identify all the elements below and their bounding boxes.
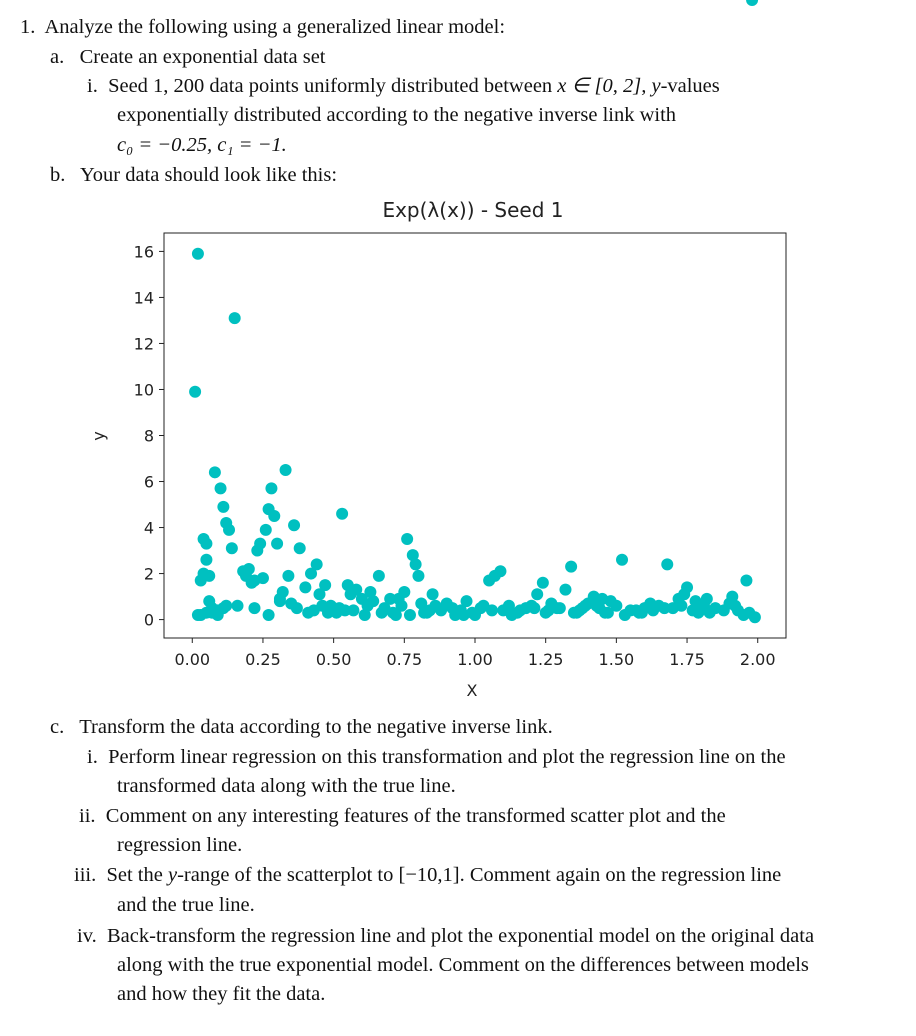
x-tick-label: 1.75: [669, 650, 705, 669]
data-point: [206, 602, 218, 614]
part-c-item-4-line-3: and how they fit the data.: [117, 983, 326, 1005]
data-point: [198, 568, 210, 580]
data-point: [248, 574, 260, 586]
data-point: [593, 602, 605, 614]
data-point: [285, 597, 297, 609]
data-point: [545, 597, 557, 609]
part-c-item-4-line-1: [77, 922, 814, 950]
data-point: [195, 574, 207, 586]
data-point: [364, 586, 376, 598]
data-point: [574, 604, 586, 616]
x-axis: [174, 638, 775, 669]
data-point: [675, 600, 687, 612]
y-tick-label: 12: [133, 334, 154, 354]
data-point: [625, 604, 637, 616]
data-point: [732, 604, 744, 616]
data-point: [294, 542, 306, 554]
data-point: [565, 561, 577, 573]
data-point: [526, 600, 538, 612]
data-point: [543, 604, 555, 616]
data-point: [658, 602, 670, 614]
data-point: [678, 588, 690, 600]
data-point: [692, 607, 704, 619]
data-point: [483, 574, 495, 586]
data-point: [305, 568, 317, 580]
data-point: [226, 542, 238, 554]
data-point: [701, 593, 713, 605]
data-point: [407, 549, 419, 561]
data-point: [494, 565, 506, 577]
plot-frame: [164, 233, 786, 638]
data-point: [308, 604, 320, 616]
x-axis-label: X: [466, 681, 478, 700]
data-point: [251, 545, 263, 557]
part-a-text: Create an exponential data set: [79, 46, 326, 68]
data-point: [718, 604, 730, 616]
data-point: [647, 604, 659, 616]
y-tick-label: 16: [133, 242, 154, 262]
data-point: [401, 533, 413, 545]
data-point: [217, 602, 229, 614]
data-point: [189, 386, 201, 398]
y-axis-label: y: [89, 431, 108, 441]
part-c-item-1-line-2: transformed data along with the true line.: [117, 775, 456, 797]
data-point: [282, 570, 294, 582]
data-point: [203, 595, 215, 607]
data-point: [514, 604, 526, 616]
part-b-label: b.: [50, 164, 66, 186]
data-point: [265, 482, 277, 494]
y-tick-label: 8: [143, 426, 154, 446]
data-point: [441, 597, 453, 609]
data-point: [376, 607, 388, 619]
data-point: [350, 584, 362, 596]
part-a-item-math: x ∈ [0, 2], y: [557, 75, 661, 97]
part-c-item-1-line-1: [87, 743, 786, 771]
data-point: [588, 591, 600, 603]
data-point: [475, 602, 487, 614]
y-tick-label: 10: [133, 380, 154, 400]
data-point: [591, 600, 603, 612]
data-point: [215, 482, 227, 494]
data-point: [192, 248, 204, 260]
data-point: [743, 607, 755, 619]
data-point: [333, 602, 345, 614]
data-point: [723, 597, 735, 609]
part-a-item-text-end: -values: [660, 75, 720, 97]
part-a-item-label: i.: [87, 75, 98, 97]
data-point: [325, 600, 337, 612]
data-point: [559, 584, 571, 596]
data-point: [571, 607, 583, 619]
data-point: [596, 593, 608, 605]
data-point: [599, 607, 611, 619]
part-c-item-3-text: Set the: [106, 864, 168, 886]
x-tick-label: 0.00: [174, 650, 211, 669]
data-point: [274, 593, 286, 605]
data-point: [687, 604, 699, 616]
data-point: [291, 602, 303, 614]
data-point: [489, 570, 501, 582]
y-axis: [134, 242, 164, 629]
data-point: [268, 510, 280, 522]
data-point: [738, 609, 750, 621]
data-point: [554, 602, 566, 614]
part-a-item-1-line-3: c₀ = −0.25, c₁ = −1.: [117, 134, 287, 156]
data-point: [271, 538, 283, 550]
data-point: [260, 524, 272, 536]
data-point: [709, 602, 721, 614]
data-point: [497, 604, 509, 616]
data-point: [644, 597, 656, 609]
data-point: [619, 609, 631, 621]
part-c-item-4-text: Back-transform the regression line and plot the exponential model on the original data: [107, 925, 815, 947]
data-point: [486, 604, 498, 616]
data-point: [217, 501, 229, 513]
data-point: [330, 607, 342, 619]
data-point: [616, 554, 628, 566]
data-point: [520, 602, 532, 614]
data-point: [582, 597, 594, 609]
part-c-item-3-line-2: and the true line.: [117, 894, 255, 916]
data-point: [551, 602, 563, 614]
data-point: [342, 579, 354, 591]
x-tick-label: 0.75: [386, 650, 423, 669]
y-tick-label: 4: [143, 518, 154, 538]
x-tick-label: 1.00: [457, 650, 493, 669]
y-tick-label: 0: [143, 610, 154, 630]
data-point: [373, 570, 385, 582]
data-point: [390, 609, 402, 621]
data-point: [384, 593, 396, 605]
data-point: [661, 558, 673, 570]
part-c: [50, 713, 553, 741]
data-point: [263, 609, 275, 621]
chart-title: Exp(λ(x)) - Seed 1: [382, 198, 564, 222]
data-point: [203, 570, 215, 582]
data-point: [461, 595, 473, 607]
data-point: [229, 312, 241, 324]
data-point: [429, 600, 441, 612]
part-c-item-1-text: Perform linear regression on this transformation and plot the regression line on the: [108, 746, 786, 768]
data-point: [274, 595, 286, 607]
data-point: [398, 586, 410, 598]
data-point: [636, 607, 648, 619]
data-point: [220, 517, 232, 529]
data-point: [466, 607, 478, 619]
problem-heading: [20, 13, 505, 41]
x-tick-label: 1.25: [527, 650, 564, 669]
data-point: [726, 591, 738, 603]
data-point: [418, 607, 430, 619]
data-point: [232, 600, 244, 612]
x-tick-label: 0.50: [315, 650, 352, 669]
part-a-label: a.: [50, 46, 65, 68]
x-tick-label: 0.25: [245, 650, 281, 669]
data-point: [503, 600, 515, 612]
data-point: [328, 602, 340, 614]
data-point: [367, 595, 379, 607]
data-point: [248, 602, 260, 614]
data-point: [200, 538, 212, 550]
part-c-text: Transform the data according to the negative inverse link.: [79, 716, 553, 738]
data-point: [695, 600, 707, 612]
data-point: [531, 588, 543, 600]
part-a: [50, 43, 326, 71]
data-point: [362, 600, 374, 612]
part-c-item-1-label: i.: [87, 746, 98, 768]
data-point: [206, 607, 218, 619]
data-point: [246, 577, 258, 589]
data-point: [387, 607, 399, 619]
x-tick-label: 1.50: [598, 650, 635, 669]
data-point: [345, 588, 357, 600]
data-point: [212, 609, 224, 621]
problem-intro: Analyze the following using a generalized linear model:: [44, 16, 506, 38]
part-c-item-2-line-2: regression line.: [117, 834, 243, 856]
data-point: [395, 600, 407, 612]
data-point: [336, 508, 348, 520]
part-c-item-2-line-1: [79, 802, 726, 830]
data-point: [673, 593, 685, 605]
data-point: [427, 588, 439, 600]
data-point: [568, 607, 580, 619]
data-point: [223, 524, 235, 536]
data-point: [243, 563, 255, 575]
data-point: [667, 602, 679, 614]
y-tick-label: 14: [133, 288, 154, 308]
part-b: [50, 161, 337, 189]
data-point: [610, 600, 622, 612]
data-point: [729, 600, 741, 612]
data-point: [254, 538, 266, 550]
data-point: [630, 604, 642, 616]
part-c-item-4-line-2: along with the true exponential model. Comment on the differences between models: [117, 954, 809, 976]
part-c-item-3-line-1: [74, 861, 781, 889]
data-point: [198, 533, 210, 545]
data-point: [576, 602, 588, 614]
data-point: [424, 604, 436, 616]
data-point: [302, 607, 314, 619]
data-point: [209, 466, 221, 478]
data-point: [280, 464, 292, 476]
data-point: [393, 593, 405, 605]
data-point: [506, 609, 518, 621]
part-c-item-4-label: iv.: [77, 925, 97, 947]
part-c-item-3-math: y: [167, 864, 178, 886]
data-point: [412, 570, 424, 582]
data-point: [356, 593, 368, 605]
data-point: [200, 554, 212, 566]
part-c-item-2-label: ii.: [79, 805, 96, 827]
part-c-item-3-label: iii.: [74, 864, 97, 886]
data-point: [579, 600, 591, 612]
problem-number: 1.: [20, 16, 36, 38]
data-point: [704, 607, 716, 619]
data-point: [311, 558, 323, 570]
data-point: [314, 588, 326, 600]
data-point: [455, 604, 467, 616]
data-point: [749, 611, 761, 623]
data-point: [477, 600, 489, 612]
data-point: [263, 503, 275, 515]
data-point: [602, 607, 614, 619]
data-point: [698, 600, 710, 612]
data-point: [319, 579, 331, 591]
data-point: [415, 597, 427, 609]
data-point: [200, 607, 212, 619]
data-point: [192, 609, 204, 621]
data-point: [347, 604, 359, 616]
data-point: [277, 586, 289, 598]
x-tick-label: 2.00: [739, 650, 776, 669]
data-point: [299, 581, 311, 593]
data-point: [605, 595, 617, 607]
data-point: [681, 581, 693, 593]
part-c-item-2-text: Comment on any interesting features of the transformed scatter plot and the: [105, 805, 726, 827]
data-point: [379, 602, 391, 614]
y-tick-label: 2: [143, 564, 154, 584]
data-point: [404, 609, 416, 621]
data-point: [359, 609, 371, 621]
data-point: [195, 609, 207, 621]
part-c-item-3-text-end: -range of the scatterplot to [−10,1]. Comment again on the regression line: [177, 864, 782, 886]
data-point: [511, 607, 523, 619]
data-point: [316, 600, 328, 612]
data-point: [212, 604, 224, 616]
data-point: [746, 0, 758, 6]
data-point: [240, 570, 252, 582]
data-point: [446, 602, 458, 614]
part-b-text: Your data should look like this:: [80, 164, 338, 186]
data-point: [639, 602, 651, 614]
data-point: [410, 558, 422, 570]
part-a-item-1-line-1: [87, 72, 720, 100]
data-point: [528, 602, 540, 614]
data-point: [537, 577, 549, 589]
data-point: [740, 574, 752, 586]
data-point: [449, 609, 461, 621]
data-point: [690, 595, 702, 607]
part-a-item-text: Seed 1, 200 data points uniformly distributed between: [108, 75, 558, 97]
data-point: [469, 609, 481, 621]
data-point: [458, 609, 470, 621]
part-c-label: c.: [50, 716, 65, 738]
part-a-item-1-line-2: exponentially distributed according to the negative inverse link with: [117, 104, 677, 126]
y-tick-label: 6: [143, 472, 154, 492]
data-point: [322, 607, 334, 619]
data-point: [633, 607, 645, 619]
data-point: [288, 519, 300, 531]
data-point: [421, 607, 433, 619]
data-point: [540, 607, 552, 619]
data-point: [257, 572, 269, 584]
data-point: [653, 600, 665, 612]
data-point: [237, 565, 249, 577]
data-point: [339, 604, 351, 616]
data-point: [435, 604, 447, 616]
data-point: [220, 600, 232, 612]
